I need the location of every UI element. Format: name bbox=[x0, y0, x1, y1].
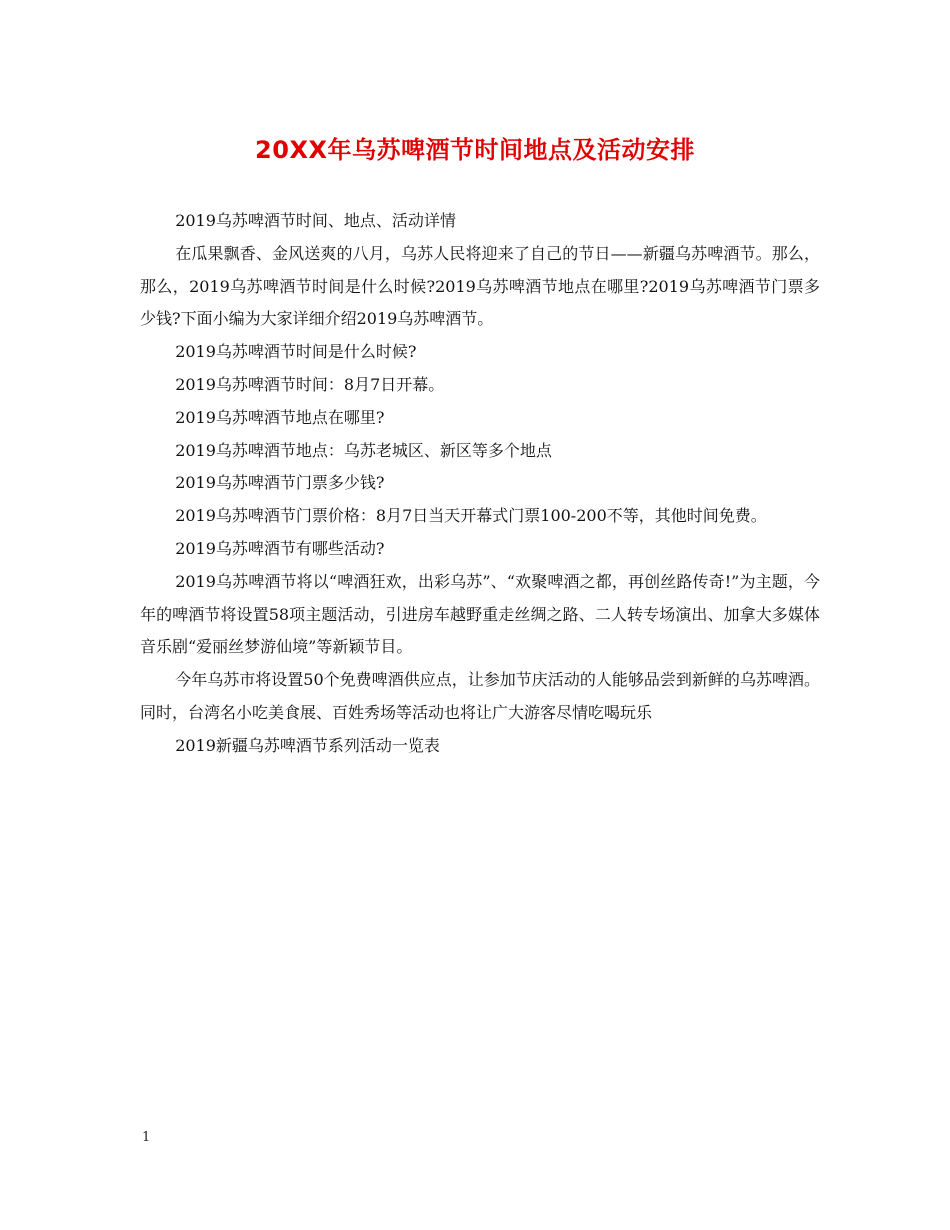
paragraph-ticket-question: 2019乌苏啤酒节门票多少钱? bbox=[175, 473, 385, 493]
paragraph-activity-list-heading: 2019新疆乌苏啤酒节系列活动一览表 bbox=[175, 735, 440, 755]
document-title: 20XX年乌苏啤酒节时间地点及活动安排 bbox=[255, 136, 695, 164]
paragraph-activities-question: 2019乌苏啤酒节有哪些活动? bbox=[175, 538, 385, 558]
document-body bbox=[140, 205, 820, 763]
paragraph-introduction: 在瓜果飘香、金风送爽的八月，乌苏人民将迎来了自己的节日——新疆乌苏啤酒节。那么，那么，2019乌苏啤酒节时间是什么时候?2019乌苏啤酒节地点在哪里?2019乌苏啤酒节门票多少钱?下面小编为大家详细介绍2019乌苏啤酒节。 bbox=[140, 243, 820, 329]
paragraph-free-beer: 今年乌苏市将设置50个免费啤酒供应点，让参加节庆活动的人能够品尝到新鲜的乌苏啤酒。同时，台湾名小吃美食展、百姓秀场等活动也将让广大游客尽情吃喝玩乐 bbox=[140, 670, 820, 722]
paragraph-intro-heading: 2019乌苏啤酒节时间、地点、活动详情 bbox=[175, 211, 456, 230]
paragraph-time-question: 2019乌苏啤酒节时间是什么时候? bbox=[175, 342, 417, 362]
paragraph-ticket-answer: 2019乌苏啤酒节门票价格：8月7日当天开幕式门票100-200不等，其他时间免费。 bbox=[175, 506, 767, 526]
paragraph-location-question: 2019乌苏啤酒节地点在哪里? bbox=[175, 407, 385, 427]
paragraph-location-answer: 2019乌苏啤酒节地点：乌苏老城区、新区等多个地点 bbox=[175, 440, 552, 460]
page-number: 1 bbox=[142, 1130, 151, 1145]
paragraph-time-answer: 2019乌苏啤酒节时间：8月7日开幕。 bbox=[175, 374, 445, 394]
paragraph-activities-theme: 2019乌苏啤酒节将以“啤酒狂欢，出彩乌苏”、“欢聚啤酒之都，再创丝路传奇!”为主题，今年的啤酒节将设置58项主题活动，引进房车越野重走丝绸之路、二人转专场演出、加拿大多媒体音乐剧“爱丽丝梦游仙境”等新颖节目。 bbox=[140, 571, 820, 657]
